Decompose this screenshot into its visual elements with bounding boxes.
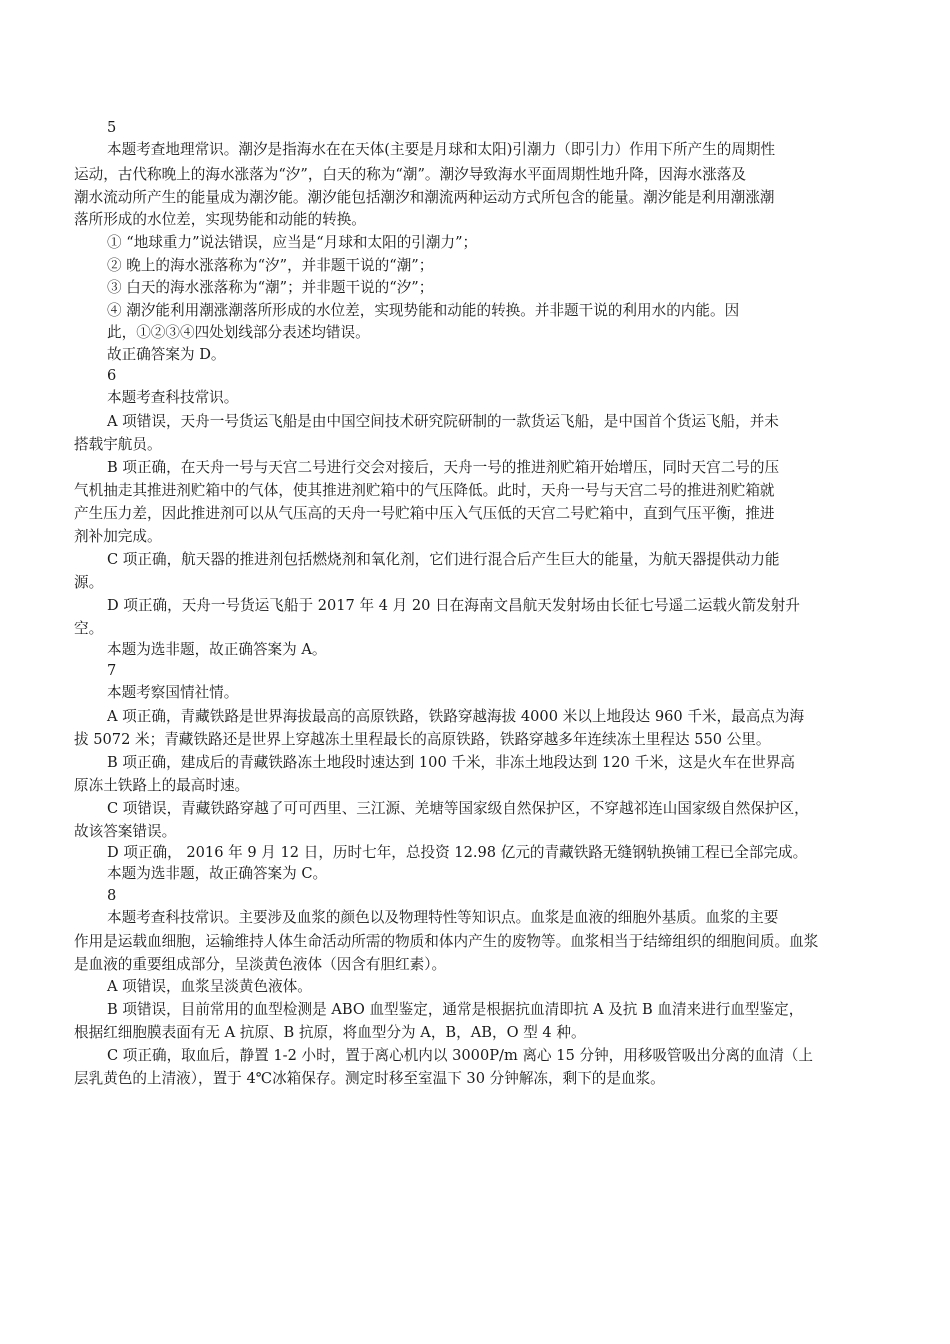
question-number: 7 [107, 662, 117, 679]
text-line: C 项错误，青藏铁路穿越了可可西里、三江源、羌塘等国家级自然保护区，不穿越祁连山国家级自然保护区， [107, 800, 809, 817]
text-line: 运动，古代称晚上的海水涨落为“汐”，白天的称为“潮”。潮汐导致海水平面周期性地升降，因海水涨落及 [74, 166, 746, 183]
text-line: C 项正确，航天器的推进剂包括燃烧剂和氧化剂，它们进行混合后产生巨大的能量，为航天器提供动力能 [107, 551, 780, 568]
text-line: D 项正确，天舟一号货运飞船于 2017 年 4 月 20 日在海南文昌航天发射场由长征七号遥二运载火箭发射升 [107, 597, 800, 614]
text-line: 剂补加完成。 [74, 528, 162, 545]
text-line: ② 晚上的海水涨落称为“汐”，并非题干说的“潮”； [107, 257, 434, 274]
text-line: C 项正确，取血后，静置 1-2 小时，置于离心机内以 3000P/m 离心 15 分钟，用移吸管吸出分离的血清（上 [107, 1047, 813, 1064]
text-line: ④ 潮汐能利用潮涨潮落所形成的水位差，实现势能和动能的转换。并非题干说的利用水的内能。因 [107, 302, 740, 319]
text-line: 拔 5072 米；青藏铁路还是世界上穿越冻土里程最长的高原铁路，铁路穿越多年连续冻土里程达 550 公里。 [74, 731, 771, 748]
text-line: D 项正确， 2016 年 9 月 12 日，历时七年，总投资 12.98 亿元的青藏铁路无缝钢轨换铺工程已全部完成。 [107, 844, 808, 861]
text-line: 本题考察国情社情。 [107, 684, 239, 701]
text-line: 此，①②③④四处划线部分表述均错误。 [107, 324, 370, 341]
text-line: 是血液的重要组成部分，呈淡黄色液体（因含有胆红素）。 [74, 956, 447, 973]
text-line: 层乳黄色的上清液），置于 4℃冰箱保存。测定时移至室温下 30 分钟解冻，剩下的是血浆。 [74, 1070, 665, 1087]
text-line: 本题考查科技常识。主要涉及血浆的颜色以及物理特性等知识点。血浆是血液的细胞外基质。血浆的主要 [107, 909, 779, 926]
text-line: 落所形成的水位差，实现势能和动能的转换。 [74, 211, 366, 228]
question-number: 5 [107, 119, 117, 136]
text-line: B 项正确，在天舟一号与天宫二号进行交会对接后，天舟一号的推进剂贮箱开始增压，同时天宫二号的压 [107, 459, 780, 476]
question-number: 6 [107, 367, 117, 384]
text-line: A 项错误，血浆呈淡黄色液体。 [107, 978, 312, 995]
text-line: A 项正确，青藏铁路是世界海拔最高的高原铁路，铁路穿越海拔 4000 米以上地段达 960 千米，最高点为海 [107, 708, 805, 725]
question-number: 8 [107, 887, 117, 904]
text-line: B 项正确，建成后的青藏铁路冻土地段时速达到 100 千米，非冻土地段达到 120 千米，这是火车在世界高 [107, 754, 795, 771]
text-line: 本题考查科技常识。 [107, 389, 239, 406]
text-line: 本题为选非题，故正确答案为 C。 [107, 865, 328, 882]
text-line: 作用是运载血细胞，运输维持人体生命活动所需的物质和体内产生的废物等。血浆相当于结缔组织的细胞间质。血浆 [74, 933, 819, 950]
text-line: 故正确答案为 D。 [107, 346, 226, 363]
text-line: B 项错误，目前常用的血型检测是 ABO 血型鉴定，通常是根据抗血清即抗 A 及抗 B 血清来进行血型鉴定， [107, 1001, 804, 1018]
text-line: 产生压力差，因此推进剂可以从气压高的天舟一号贮箱中压入气压低的天宫二号贮箱中，直到气压平衡，推进 [74, 505, 775, 522]
text-line: ③ 白天的海水涨落称为“潮”；并非题干说的“汐”； [107, 279, 434, 296]
text-line: ① “地球重力”说法错误，应当是“月球和太阳的引潮力”； [107, 234, 478, 251]
text-line: 原冻土铁路上的最高时速。 [74, 777, 250, 794]
text-line: 故该答案错误。 [74, 823, 177, 840]
text-line: 源。 [74, 574, 104, 591]
text-line: 空。 [74, 620, 104, 637]
text-line: 本题为选非题，故正确答案为 A。 [107, 641, 327, 658]
text-line: A 项错误，天舟一号货运飞船是由中国空间技术研究院研制的一款货运飞船，是中国首个货运飞船，并未 [107, 413, 779, 430]
text-line: 本题考查地理常识。潮汐是指海水在在天体(主要是月球和太阳)引潮力（即引力）作用下所产生的周期性 [107, 141, 776, 158]
text-line: 潮水流动所产生的能量成为潮汐能。潮汐能包括潮汐和潮流两种运动方式所包含的能量。潮汐能是利用潮涨潮 [74, 189, 775, 206]
text-line: 搭载宇航员。 [74, 436, 162, 453]
text-line: 根据红细胞膜表面有无 A 抗原、B 抗原，将血型分为 A，B，AB，O 型 4 种。 [74, 1024, 586, 1041]
text-line: 气机抽走其推进剂贮箱中的气体，使其推进剂贮箱中的气压降低。此时，天舟一号与天宫二号的推进剂贮箱就 [74, 482, 775, 499]
